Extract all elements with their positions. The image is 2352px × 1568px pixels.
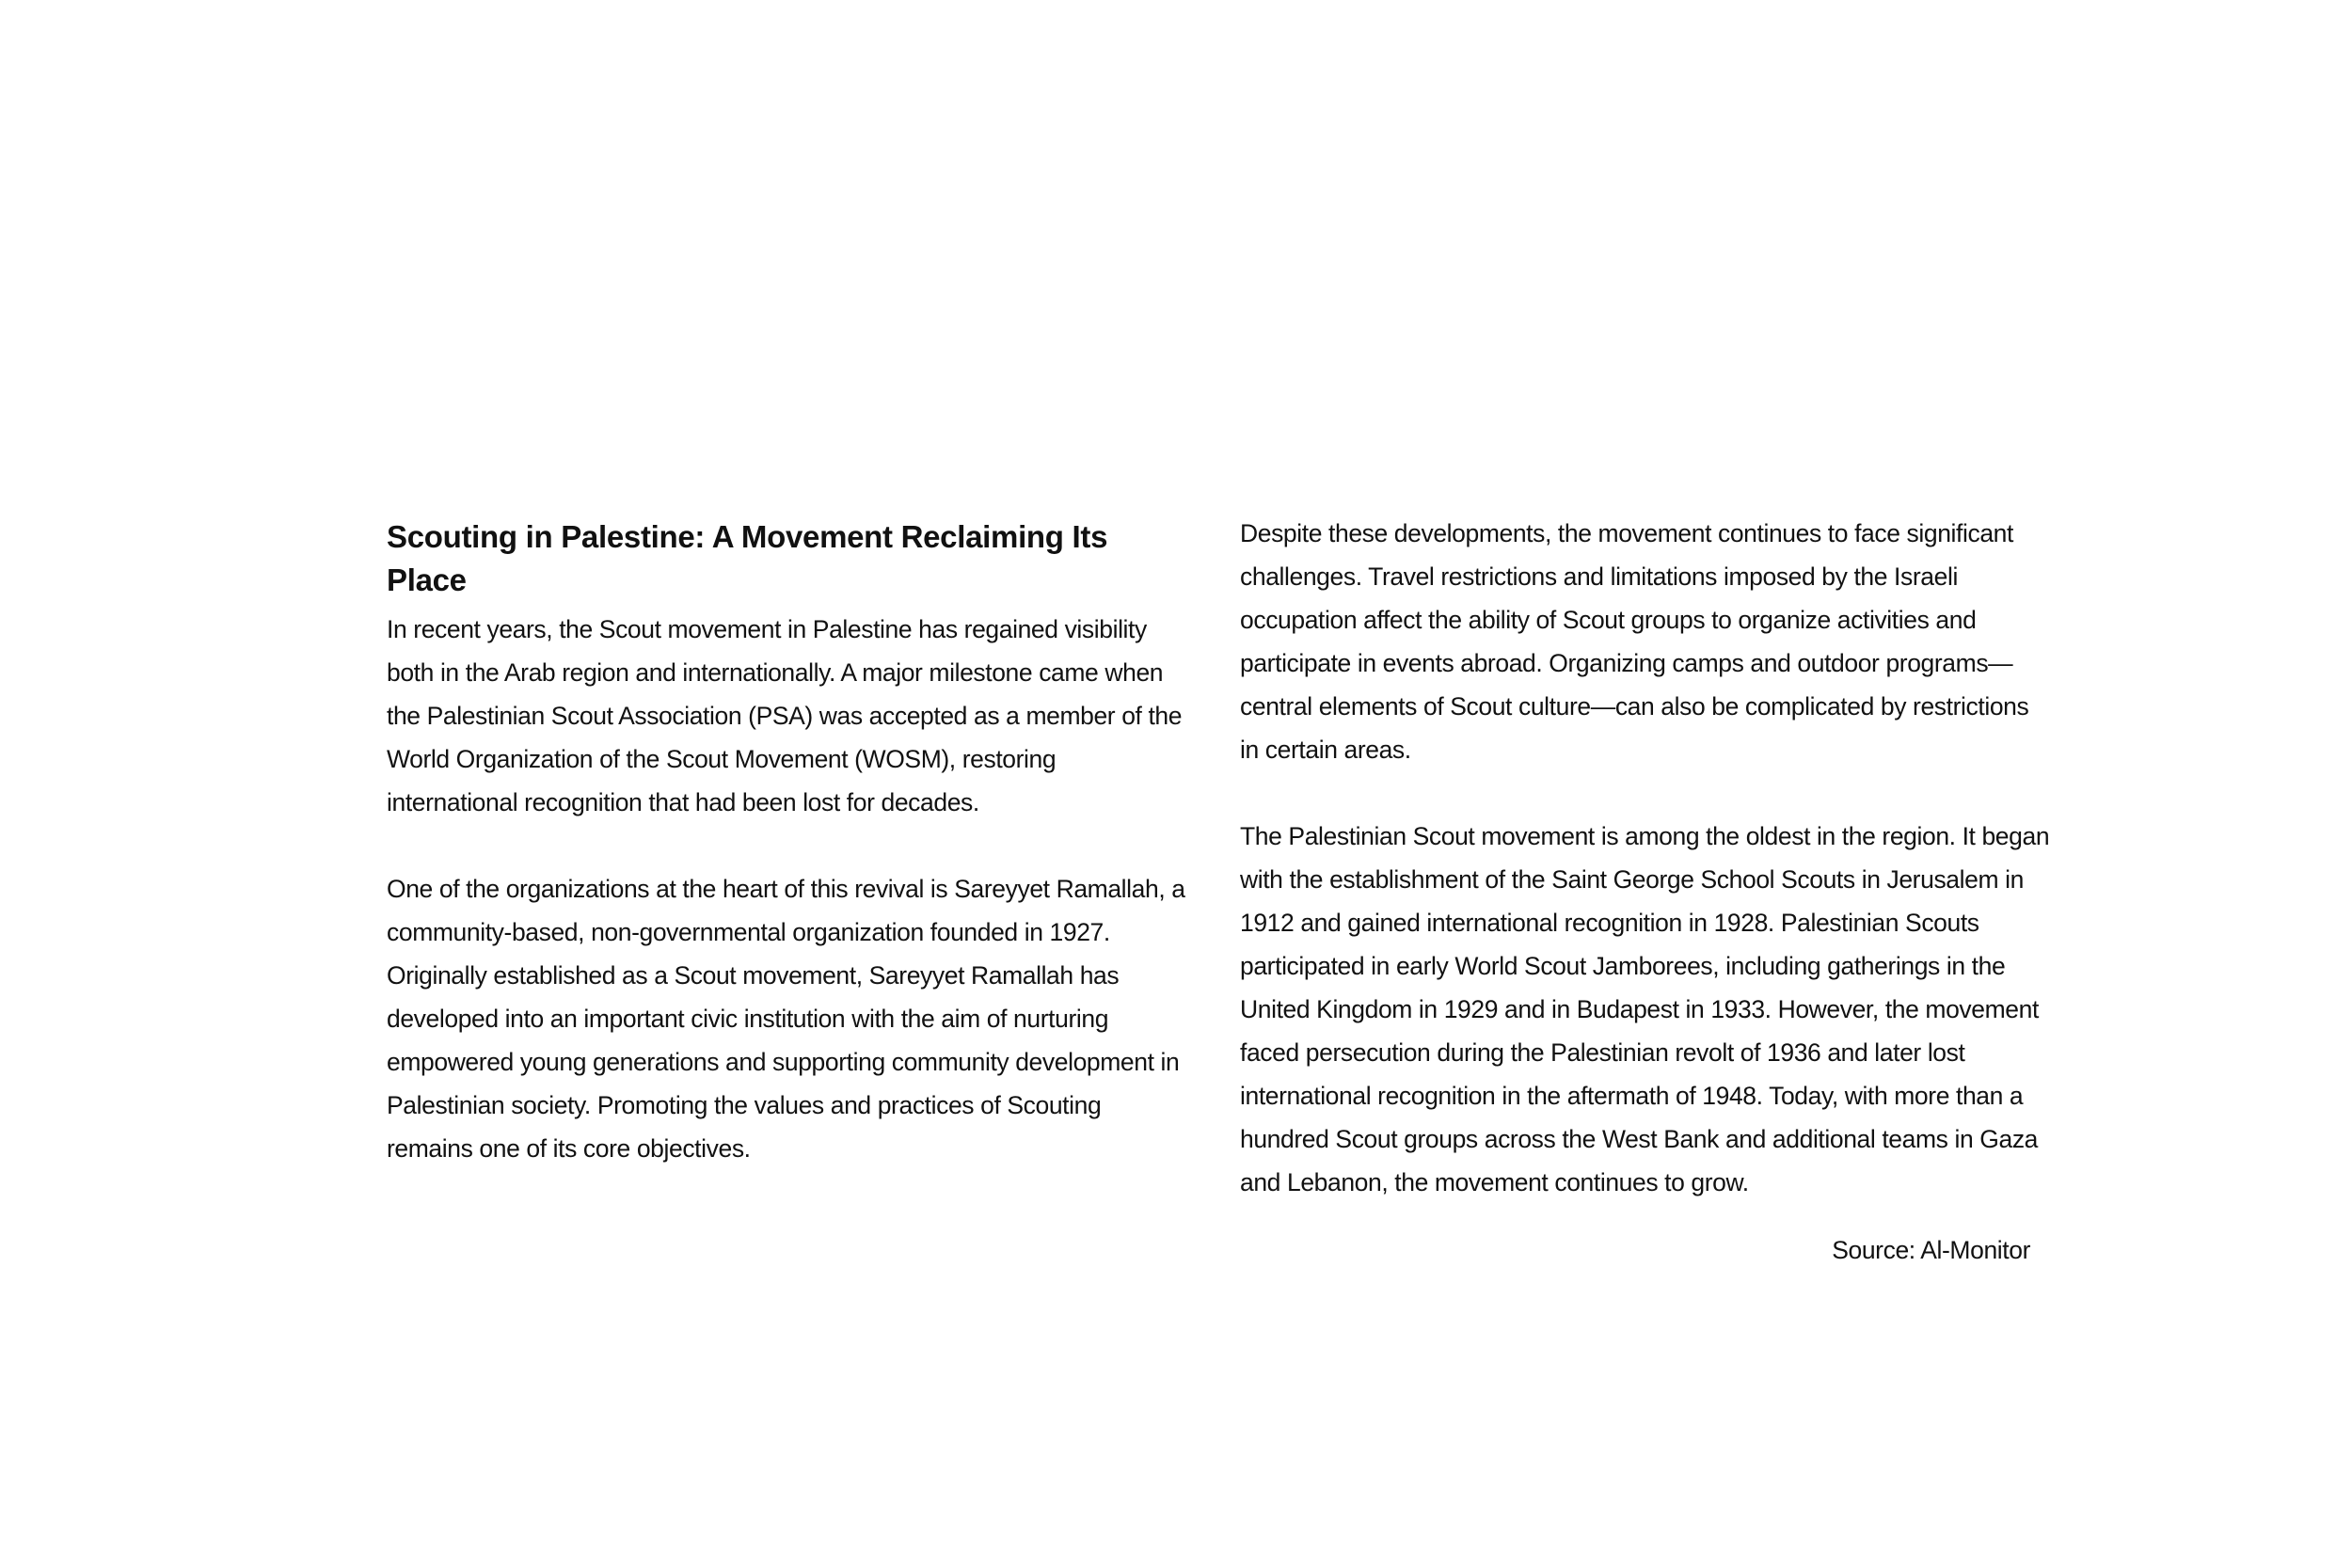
paragraph-challenges: Despite these developments, the movement continues to face significant challenges. Travel restrictions and limitations imposed by the Israeli occupation affect the ability of Scout groups to organize activities and participate in events abroad. Organizing camps and outdoor programs—central elements of Scout culture—can also be complicated by restrictions in certain areas. <box>1240 519 2029 764</box>
paragraph-history: The Palestinian Scout movement is among the oldest in the region. It began with the establishment of the Saint George School Scouts in Jerusalem in 1912 and gained international recognition in 1928. Palestinian Scouts participated in early World Scout Jamborees, including gatherings in the United Kingdom in 1929 and in Budapest in 1933. However, the movement faced persecution during the Palestinian revolt of 1936 and later lost international recognition in the aftermath of 1948. Today, with more than a hundred Scout groups across the West Bank and additional teams in Gaza and Lebanon, the movement continues to grow. <box>1240 822 2050 1196</box>
source-credit: Source: Al-Monitor <box>1832 1236 2030 1264</box>
article-title: Scouting in Palestine: A Movement Reclaiming Its Place <box>387 519 1108 597</box>
left-column <box>387 515 1190 1170</box>
right-column <box>1240 512 2051 1204</box>
paragraph-psa-membership: In recent years, the Scout movement in Palestine has regained visibility both in the Arab region and internationally. A major milestone came when the Palestinian Scout Association (PSA) was accepted as a member of the World Organization of the Scout Movement (WOSM), restoring international recognition that had been lost for decades. <box>387 615 1183 816</box>
paragraph-sareyyet-ramallah: One of the organizations at the heart of this revival is Sareyyet Ramallah, a community-based, non-governmental organization founded in 1927. Originally established as a Scout movement, Sareyyet Ramallah has developed into an important civic institution with the aim of nurturing empowered young generations and supporting community development in Palestinian society. Promoting the values and practices of Scouting remains one of its core objectives. <box>387 875 1185 1163</box>
